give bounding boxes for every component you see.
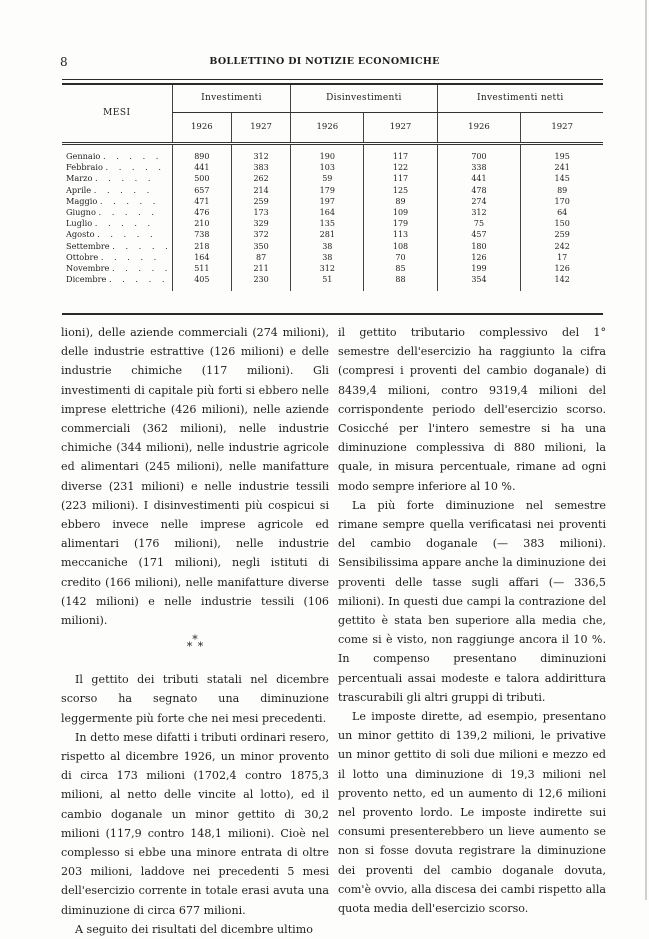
month-label: Gennaio xyxy=(66,151,101,161)
leader-dots: . . . . . xyxy=(98,207,158,218)
paragraph: In detto mese difatti i tributi ordinari resero, rispetto al dicembre 1926, un minor provento di circa 173 milioni (1702,4 contro 1875,3 milioni, al netto delle vincite al lotto), ed il cambio doganale un minor gettito di 30,2 milioni (117,9 contro 148,1 milioni). Cioè nel complesso si ebbe una minore entrata di oltre 203 milioni, laddove nei precedenti 5 mesi dell'esercizio corrente in totale erasi avuta una diminuzione di circa 677 milioni. xyxy=(61,730,329,917)
value-cell: 354 xyxy=(437,274,521,291)
value-cell: 173 xyxy=(231,207,290,218)
value-cell: 75 xyxy=(437,218,521,229)
col-header-mesi: MESI xyxy=(62,85,172,144)
group-header-investimenti: Investimenti xyxy=(172,85,291,113)
table-row xyxy=(62,241,603,252)
table-body xyxy=(62,144,603,292)
value-cell: 38 xyxy=(291,241,364,252)
value-cell: 179 xyxy=(291,185,364,196)
month-label: Luglio xyxy=(66,218,93,229)
leader-dots: . . . . . xyxy=(95,173,155,184)
value-cell: 329 xyxy=(231,218,290,229)
year-header: 1926 xyxy=(172,113,231,144)
month-label: Ottobre xyxy=(66,251,99,262)
value-cell: 180 xyxy=(437,241,521,252)
value-cell: 117 xyxy=(364,173,437,184)
value-cell: 312 xyxy=(291,263,364,274)
month-label: Maggio xyxy=(66,195,98,206)
leader-dots: . . . . . xyxy=(111,263,172,274)
value-cell: 88 xyxy=(364,274,437,291)
year-header: 1926 xyxy=(291,113,364,144)
value-cell: 281 xyxy=(291,229,364,240)
value-cell: 87 xyxy=(231,252,290,263)
value-cell: 190 xyxy=(291,144,364,163)
value-cell: 500 xyxy=(172,173,231,184)
paragraph: La più forte diminuzione nel semestre rimane sempre quella verificatasi nei proventi del cambio doganale (— 383 milioni). Sensibilissima appare anche la diminuzione dei proventi delle tasse sugli affari (— 336,5 milioni). In questi due campi la contrazione del gettito è stata ben superiore alla media che, come si è visto, non raggiunge ancora il 10 %. In compenso presentano diminuzioni percentuali assai modeste e talora addirittura trascurabili gli altri gruppi di tributi. xyxy=(338,498,606,704)
month-cell xyxy=(62,218,172,229)
table-row xyxy=(62,274,603,291)
value-cell: 700 xyxy=(437,144,521,163)
table-row xyxy=(62,207,603,218)
value-cell: 135 xyxy=(291,218,364,229)
month-label: Agosto xyxy=(66,229,95,240)
value-cell: 89 xyxy=(521,185,603,196)
value-cell: 890 xyxy=(172,144,231,163)
paragraph: il gettito tributario complessivo del 1° semestre dell'esercizio ha raggiunto la cifra (compresi i proventi del cambio doganale) di 8439,4 milioni, contro 9319,4 milioni del corrispondente periodo dell'esercizio scorso. Cosicché per l'intero semestre si ha una diminuzione complessiva di 880 milioni, la quale, in misura percentuale, rimane ad ogni modo sempre inferiore al 10 %. xyxy=(338,326,606,493)
value-cell: 179 xyxy=(364,218,437,229)
value-cell: 312 xyxy=(437,207,521,218)
leader-dots: . . . . . xyxy=(102,151,163,161)
value-cell: 241 xyxy=(521,162,603,173)
value-cell: 383 xyxy=(231,162,290,173)
year-header: 1927 xyxy=(521,113,603,144)
value-cell: 103 xyxy=(291,162,364,173)
year-header: 1927 xyxy=(364,113,437,144)
page-number: 8 xyxy=(60,55,68,69)
value-cell: 372 xyxy=(231,229,290,240)
leader-dots: . . . . . xyxy=(93,184,154,195)
month-label: Giugno xyxy=(66,207,96,218)
value-cell: 210 xyxy=(172,218,231,229)
table-row xyxy=(62,162,603,173)
month-label: Febbraio xyxy=(66,162,103,173)
value-cell: 657 xyxy=(172,185,231,196)
value-cell: 126 xyxy=(521,263,603,274)
value-cell: 478 xyxy=(437,185,521,196)
value-cell: 64 xyxy=(521,207,603,218)
value-cell: 511 xyxy=(172,263,231,274)
leader-dots: . . . . . xyxy=(109,274,169,285)
month-cell xyxy=(62,241,172,252)
value-cell: 218 xyxy=(172,241,231,252)
value-cell: 476 xyxy=(172,207,231,218)
paragraph: lioni), delle aziende commerciali (274 milioni), delle industrie estrattive (126 milioni) e delle industrie chimiche (117 milioni). Gli investimenti di capitale più forti si ebbero nelle imprese elettriche (426 milioni), nelle aziende commerciali (362 milioni), nelle industrie chimiche (344 milioni), nelle industrie agricole ed alimentari (245 milioni), nelle manifatture diverse (231 milioni) e nelle industrie tessili (223 milioni). I disinvestimenti più cospicui si ebbero invece nelle imprese agricole ed alimentari (176 milioni), nelle industrie meccaniche (171 milioni), negli istituti di credito (166 milioni), nelle manifatture diverse (142 milioni) e nelle industrie tessili (106 milioni). xyxy=(61,326,329,628)
value-cell: 259 xyxy=(521,229,603,240)
value-cell: 17 xyxy=(521,252,603,263)
value-cell: 59 xyxy=(291,173,364,184)
month-cell xyxy=(62,173,172,184)
value-cell: 242 xyxy=(521,241,603,252)
table-row xyxy=(62,144,603,163)
leader-dots: . . . . . xyxy=(100,251,161,262)
value-cell: 195 xyxy=(521,144,603,163)
page-edge xyxy=(645,0,647,900)
table-bottom-rule xyxy=(62,313,603,315)
value-cell: 405 xyxy=(172,274,231,291)
month-cell xyxy=(62,162,172,173)
value-cell: 70 xyxy=(364,252,437,263)
value-cell: 262 xyxy=(231,173,290,184)
month-cell xyxy=(62,229,172,240)
value-cell: 441 xyxy=(172,162,231,173)
value-cell: 199 xyxy=(437,263,521,274)
value-cell: 350 xyxy=(231,241,290,252)
value-cell: 197 xyxy=(291,196,364,207)
value-cell: 170 xyxy=(521,196,603,207)
value-cell: 51 xyxy=(291,274,364,291)
month-label: Novembre xyxy=(66,263,110,274)
running-title: BOLLETTINO DI NOTIZIE ECONOMICHE xyxy=(209,56,440,67)
month-label: Marzo xyxy=(66,173,93,184)
month-cell xyxy=(62,185,172,196)
value-cell: 122 xyxy=(364,162,437,173)
leader-dots: . . . . . xyxy=(112,240,172,251)
value-cell: 312 xyxy=(231,144,290,163)
value-cell: 117 xyxy=(364,144,437,163)
value-cell: 89 xyxy=(364,196,437,207)
group-header-investimenti-netti: Investimenti netti xyxy=(437,85,603,113)
value-cell: 738 xyxy=(172,229,231,240)
value-cell: 113 xyxy=(364,229,437,240)
leader-dots: . . . . . xyxy=(99,195,160,206)
month-cell xyxy=(62,274,172,291)
value-cell: 108 xyxy=(364,241,437,252)
value-cell: 441 xyxy=(437,173,521,184)
paragraph: Le imposte dirette, ad esempio, presentano un minor gettito di 139,2 milioni, le privative un minor gettito di soli due milioni e mezzo ed il lotto una diminuzione di 19,3 milioni nel provento netto, ed un aumento di 12,6 milioni nel provento lordo. Le imposte indirette sui consumi presenterebbero un lieve aumento se non si fosse dovuta registrare la diminuzione dei proventi del cambio doganale dovuta, com'è ovvio, alla discesa dei cambi rispetto alla quota media dell'esercizio scorso. xyxy=(338,710,606,916)
section-separator: *** xyxy=(186,633,204,654)
month-label: Dicembre xyxy=(66,274,107,285)
month-cell xyxy=(62,196,172,207)
value-cell: 126 xyxy=(437,252,521,263)
table-row xyxy=(62,218,603,229)
value-cell: 164 xyxy=(291,207,364,218)
month-label: Aprile xyxy=(66,184,92,195)
table-row xyxy=(62,173,603,184)
value-cell: 214 xyxy=(231,185,290,196)
table-row xyxy=(62,185,603,196)
value-cell: 85 xyxy=(364,263,437,274)
paragraph: Il gettito dei tributi statali nel dicembre scorso ha segnato una diminuzione leggermente più forte che nei mesi precedenti. xyxy=(61,673,329,725)
month-label: Settembre xyxy=(66,240,110,251)
value-cell: 125 xyxy=(364,185,437,196)
header-rule xyxy=(62,79,603,80)
left-text-column xyxy=(61,323,329,939)
value-cell: 338 xyxy=(437,162,521,173)
value-cell: 145 xyxy=(521,173,603,184)
table-row xyxy=(62,263,603,274)
month-cell xyxy=(62,207,172,218)
month-cell xyxy=(62,252,172,263)
value-cell: 211 xyxy=(231,263,290,274)
year-header: 1926 xyxy=(437,113,521,144)
value-cell: 164 xyxy=(172,252,231,263)
group-header-disinvestimenti: Disinvestimenti xyxy=(291,85,437,113)
month-cell xyxy=(62,263,172,274)
value-cell: 230 xyxy=(231,274,290,291)
value-cell: 457 xyxy=(437,229,521,240)
leader-dots: . . . . . xyxy=(97,229,157,240)
value-cell: 150 xyxy=(521,218,603,229)
table-row xyxy=(62,252,603,263)
value-cell: 109 xyxy=(364,207,437,218)
leader-dots: . . . . . xyxy=(94,218,155,229)
month-cell xyxy=(62,144,172,163)
investments-table xyxy=(62,85,603,291)
value-cell: 471 xyxy=(172,196,231,207)
table-row xyxy=(62,229,603,240)
leader-dots: . . . . . xyxy=(105,162,165,173)
value-cell: 142 xyxy=(521,274,603,291)
value-cell: 274 xyxy=(437,196,521,207)
value-cell: 38 xyxy=(291,252,364,263)
value-cell: 259 xyxy=(231,196,290,207)
right-text-column xyxy=(338,323,606,918)
paragraph: A seguito dei risultati del dicembre ultimo xyxy=(75,922,313,936)
table-row xyxy=(62,196,603,207)
year-header: 1927 xyxy=(231,113,290,144)
